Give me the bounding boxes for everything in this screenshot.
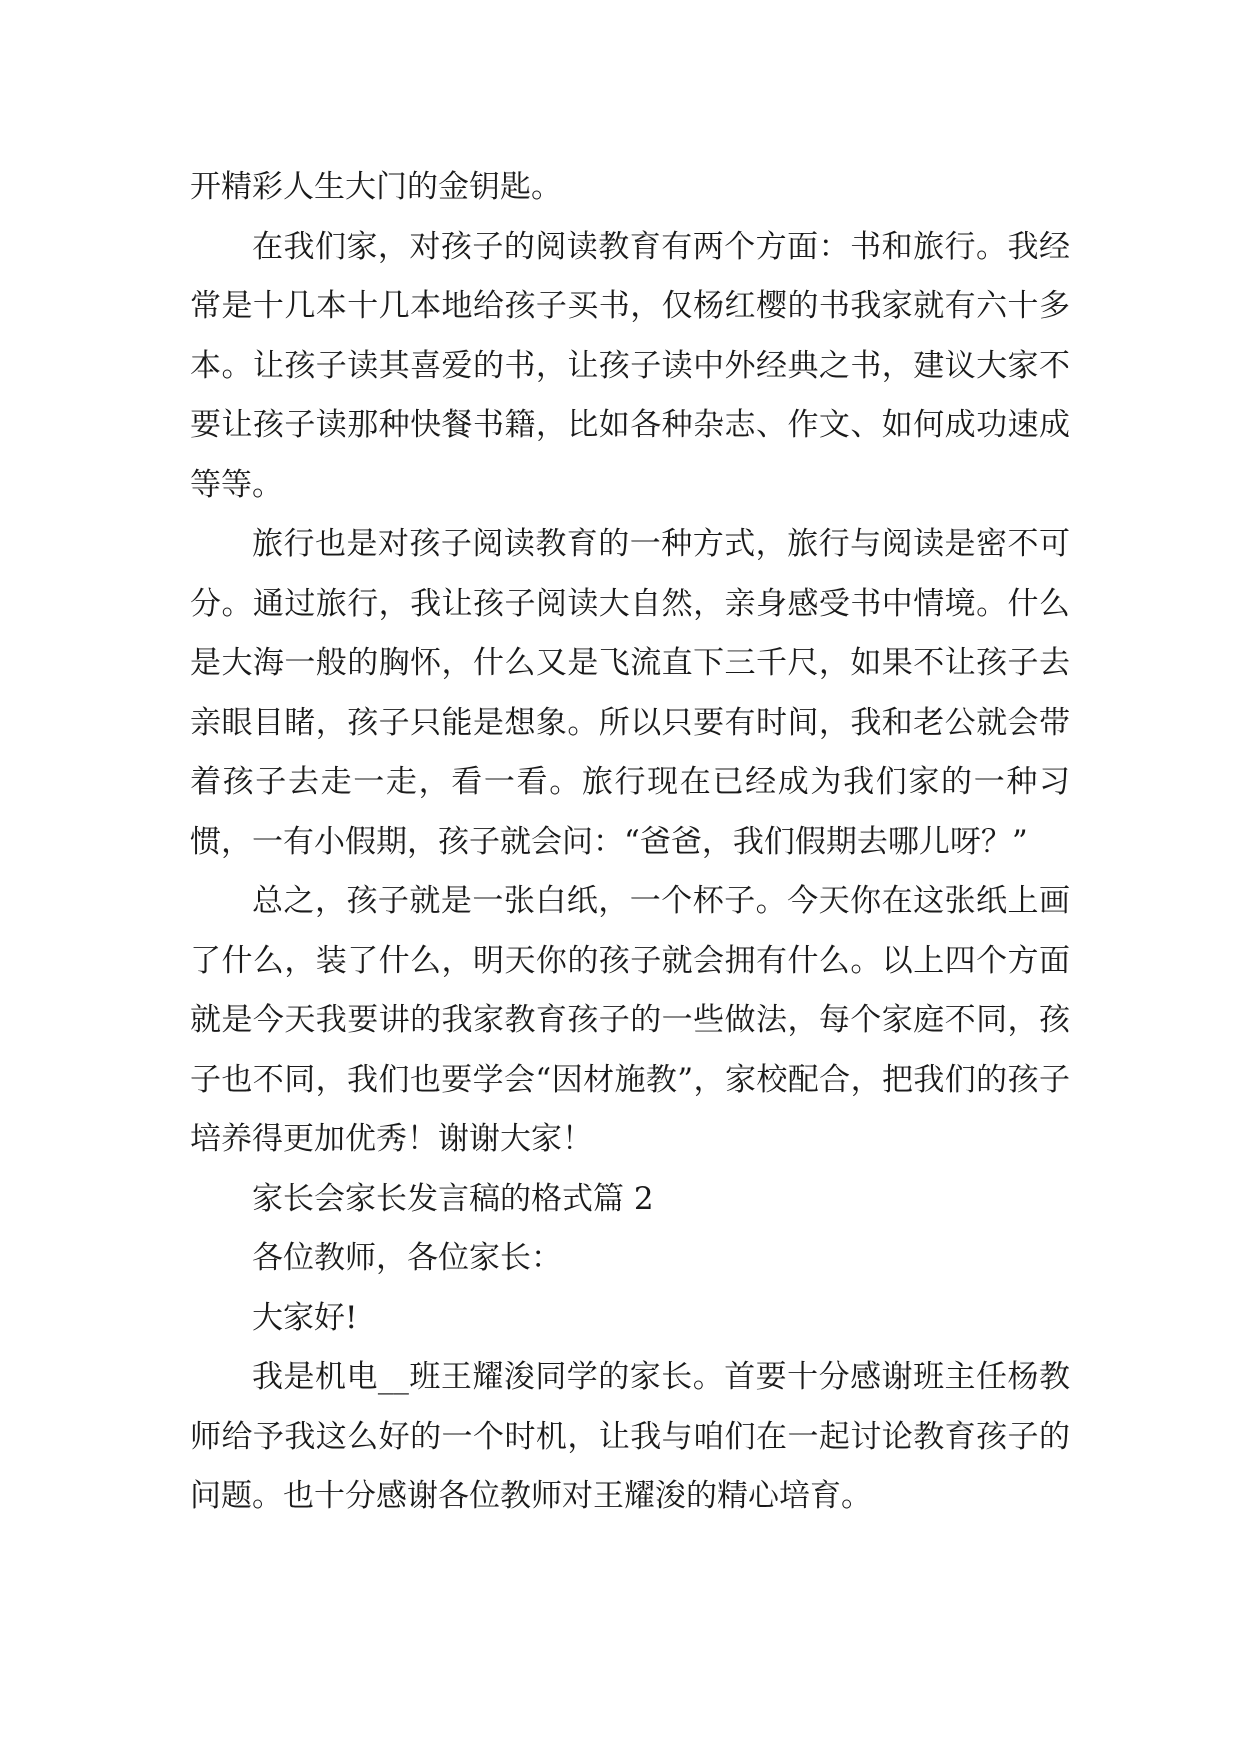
section-heading: 家长会家长发言稿的格式篇 2 bbox=[252, 1180, 654, 1217]
paragraph-introduction: 我是机电__班王耀浚同学的家长。首要十分感谢班主任杨教师给予我这么好的一个时机，让我与咱们在一起讨论教育孩子的问题。也十分感谢各位教师对王耀浚的精心培育。 bbox=[190, 1359, 1070, 1514]
paragraph-continuation: 开精彩人生大门的金钥匙。 bbox=[190, 169, 562, 205]
paragraph-travel: 旅行也是对孩子阅读教育的一种方式，旅行与阅读是密不可分。通过旅行，我让孩子阅读大自然，亲身感受书中情境。什么是大海一般的胸怀，什么又是飞流直下三千尺，如果不让孩子去亲眼目睹，孩子只能是想象。所以只要有时间，我和老公就会带着孩子去走一走，看一看。旅行现在已经成为我们家的一种习惯，一有小假期，孩子就会问：“爸爸，我们假期去哪儿呀？” bbox=[190, 526, 1070, 860]
paragraph-conclusion: 总之，孩子就是一张白纸，一个杯子。今天你在这张纸上画了什么，装了什么，明天你的孩子就会拥有什么。以上四个方面就是今天我要讲的我家教育孩子的一些做法，每个家庭不同，孩子也不同，我们也要学会“因材施教”，家校配合，把我们的孩子培养得更加优秀！谢谢大家！ bbox=[190, 883, 1070, 1157]
greeting: 大家好! bbox=[252, 1299, 358, 1336]
salutation: 各位教师，各位家长： bbox=[252, 1240, 562, 1276]
document-body bbox=[190, 158, 1070, 1527]
paragraph-reading-education: 在我们家，对孩子的阅读教育有两个方面：书和旅行。我经常是十几本十几本地给孩子买书，仅杨红樱的书我家就有六十多本。让孩子读其喜爱的书，让孩子读中外经典之书，建议大家不要让孩子读那种快餐书籍，比如各种杂志、作文、如何成功速成等等。 bbox=[190, 228, 1070, 503]
